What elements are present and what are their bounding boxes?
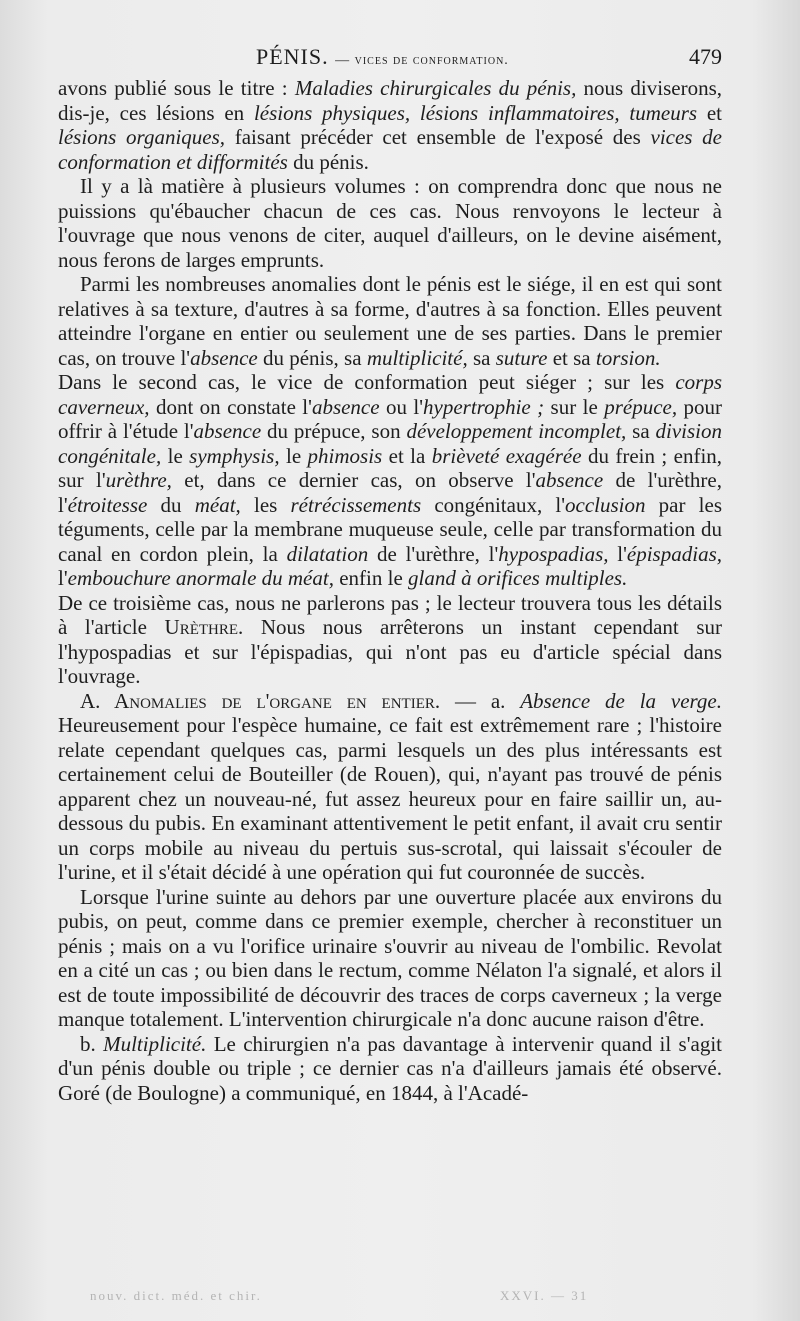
paragraph-2: Il y a là matière à plusieurs volumes : on comprendra donc que nous ne puissions qu'ébaucher chacun de ces cas. Nous renvoyons le lecteur à l'ouvrage que nous venons de citer, auquel d'ailleurs, on le devine aisément, nous ferons de larges emprunts. — [58, 174, 722, 272]
text-run: et sa — [547, 345, 596, 370]
italic-run: absence — [190, 345, 258, 370]
text-run: le — [161, 443, 190, 468]
italic-run: vices de conformation et difformités — [58, 125, 723, 174]
text-run: l' — [608, 541, 627, 566]
italic-run: Multiplicité. — [103, 1031, 207, 1056]
italic-run: absence — [311, 394, 380, 419]
italic-run: étroitesse — [67, 492, 148, 517]
text-run: congénitaux, l' — [421, 492, 566, 517]
text-run: faisant précéder cet ensemble de l'exposé des — [225, 125, 651, 149]
text-run: par les téguments, celle par la membrane muqueuse seule, celle par transformation du canal en cordon plein, la — [58, 492, 723, 566]
paragraph-8 — [58, 1032, 722, 1106]
text-run: sur le — [544, 394, 605, 419]
italic-run: prépuce, — [604, 394, 678, 419]
text-run: de l'urèthre, l' — [58, 468, 722, 517]
header-title-main: PÉNIS. — [256, 44, 329, 69]
text-run: du pénis, sa — [257, 345, 367, 370]
italic-run: hypertrophie ; — [423, 394, 545, 419]
text-run: sa — [467, 345, 496, 370]
italic-run: corps caverneux, — [58, 370, 722, 419]
italic-run: urèthre, — [105, 468, 172, 492]
paragraph-6 — [58, 689, 722, 885]
text-run: et la — [382, 443, 432, 468]
italic-run: lésions physiques, lésions inflammatoires, tumeurs — [253, 100, 698, 125]
paragraph-3 — [58, 272, 722, 370]
italic-run: développement incomplet, — [406, 419, 627, 443]
italic-run: Maladies chirurgicales du pénis, — [294, 76, 577, 100]
text-run: pour offrir à l'étude l' — [58, 394, 722, 443]
text-run: l' — [58, 566, 68, 590]
text-run: Dans le second cas, le vice de conformation peut siéger ; sur les — [58, 370, 676, 394]
paragraph-1 — [58, 76, 722, 174]
text-run: Heureusement pour l'espèce humaine, ce fait est extrêmement rare ; l'histoire relate cependant quelques cas, parmi lesquels un des plus intéressants est certainement celui de Bouteiller (de Rouen), qui, n'ayant pas trouvé de pénis apparent chez un nouveau-né, fut assez heureux pour en faire saillir un, au-dessous du pubis. En examinant attentivement le petit enfant, il avait cru sentir un corps mobile au niveau du pertuis sus-scrotal, qui laissait s'écouler de l'urine, et il s'était décidé à une opération qui fut couronnée de succès. — [58, 713, 722, 884]
footer-left: nouv. dict. méd. et chir. — [90, 1288, 262, 1303]
italic-run: Absence de la verge. — [520, 688, 722, 713]
italic-run: suture — [495, 345, 548, 370]
smallcaps-run: Urèthre — [164, 615, 239, 639]
text-run: avons publié sous le titre : — [58, 76, 295, 100]
italic-run: méat, — [194, 492, 241, 517]
paragraph-4 — [58, 370, 722, 591]
italic-run: symphysis, — [189, 443, 280, 468]
section-heading: A. Anomalies de l'organe en entier. — [80, 688, 441, 713]
footer-right: XXVI. — 31 — [500, 1288, 589, 1303]
italic-run: absence — [193, 419, 262, 443]
running-header — [58, 44, 722, 74]
italic-run: absence — [535, 468, 604, 492]
paragraph-7: Lorsque l'urine suinte au dehors par une ouverture placée aux environs du pubis, on peut, comme dans ce premier exemple, chercher à reconstituer un pénis ; mais on a vu l'orifice urinaire s'ouvrir au niveau de l'ombilic. Revolat en a cité un cas ; ou bien dans le rectum, comme Nélaton l'a signalé, et alors il est de toute impossibilité de découvrir des traces de corps caverneux ; la verge manque totalement. L'intervention chirurgicale n'a donc aucune raison d'être. — [58, 884, 722, 1031]
text-run: b. — [80, 1031, 104, 1056]
italic-run: torsion. — [595, 345, 661, 370]
italic-run: multiplicité, — [366, 345, 468, 370]
text-run: sa — [626, 419, 656, 443]
text-run: du prépuce, son — [261, 419, 407, 443]
text-run: et — [697, 100, 723, 125]
italic-run: rétrécissements — [290, 492, 422, 517]
text-run: enfin le — [333, 566, 409, 590]
header-title-rest: — vices de conformation. — [335, 53, 509, 68]
text-run: Le chirurgien n'a pas davantage à intervenir quand il s'agit d'un pénis double ou triple ; ce dernier cas n'a d'ailleurs jamais été observé. Goré (de Boulogne) a communiqué, en 1844, à l'Acadé- — [58, 1031, 723, 1105]
paragraph-5 — [58, 591, 722, 689]
text-run: les — [240, 492, 291, 517]
page-number: 479 — [689, 44, 722, 69]
text-run: Parmi les nombreuses anomalies dont le pénis est le siége, il en est qui sont relatives à sa texture, d'autres à sa forme, d'autres à sa fonction. Elles peuvent atteindre l'organe en entier ou seulement une de ses parties. Dans le premier cas, on trouve l' — [58, 272, 722, 370]
page-footer — [90, 1288, 589, 1304]
italic-run: lésions organiques, — [58, 125, 226, 149]
text-run: ou l' — [379, 394, 424, 419]
text-run: du — [147, 492, 195, 517]
header-title — [256, 44, 509, 70]
italic-run: embouchure anormale du méat, — [67, 566, 334, 590]
body-text — [58, 76, 722, 1105]
text-run: dont on constate l' — [149, 394, 312, 419]
text-run: le — [279, 443, 308, 468]
italic-run: division congénitale, — [58, 419, 722, 468]
text-run: du frein ; enfin, sur l' — [58, 443, 723, 492]
italic-run: occlusion — [565, 492, 646, 517]
italic-run: épispadias, — [626, 541, 722, 566]
text-run: nous diviserons, dis-je, ces lésions en — [58, 76, 723, 125]
italic-run: gland à orifices multiples. — [408, 566, 628, 590]
italic-run: dilatation — [286, 541, 369, 566]
italic-run: brièveté exagérée — [431, 443, 582, 468]
text-run: De ce troisième cas, nous ne parlerons pas ; le lecteur trouvera tous les détails à l'article — [58, 590, 722, 639]
italic-run: phimosis — [307, 443, 383, 468]
text-run: et, dans ce dernier cas, on observe l' — [171, 468, 536, 492]
text-run: du pénis. — [287, 149, 369, 174]
text-run: . Nous nous arrêterons un instant cependant sur l'hypospadias et sur l'épispadias, qui n'ont pas eu d'article spécial dans l'ouvrage. — [58, 615, 722, 688]
text-run: de l'urèthre, l' — [368, 541, 499, 566]
text-run: — a. — [440, 688, 521, 713]
italic-run: hypospadias, — [498, 541, 609, 566]
